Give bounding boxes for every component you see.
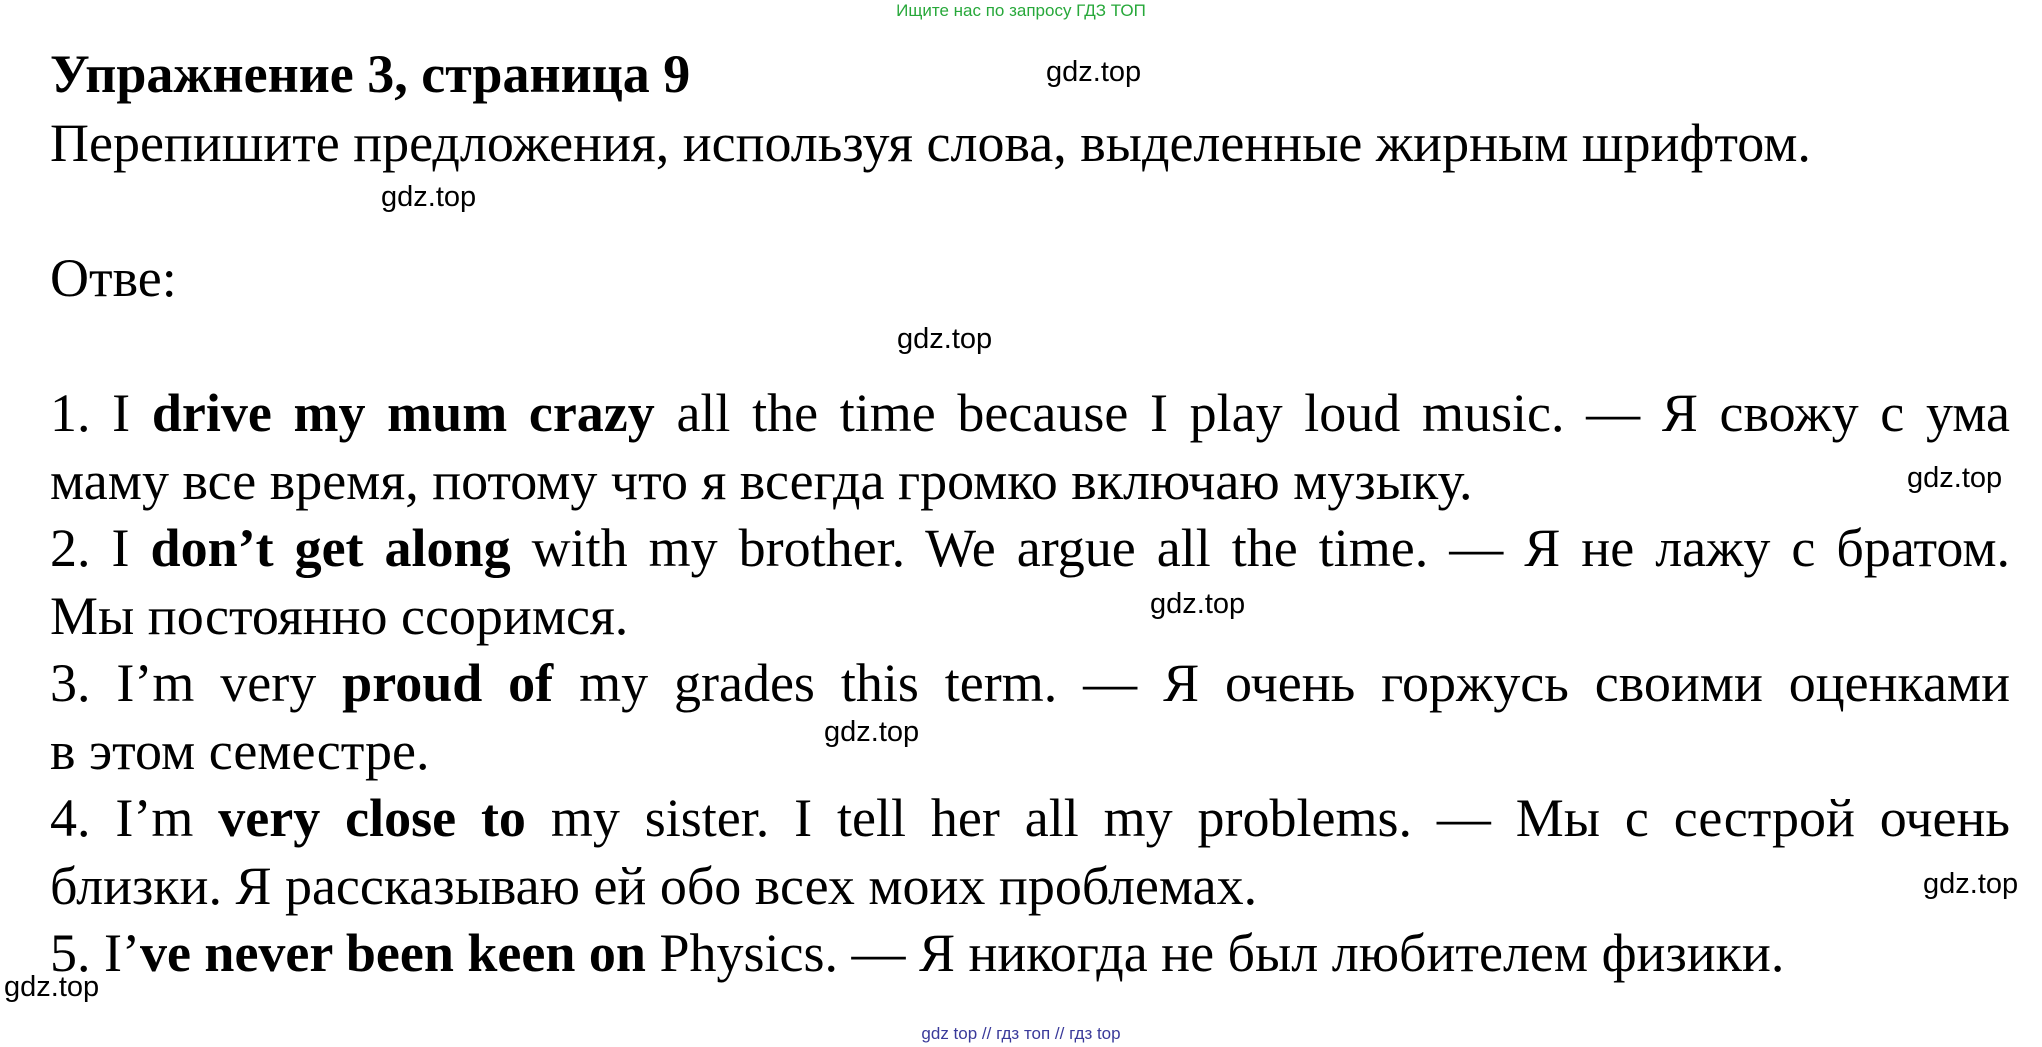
answer-2-line-2: Мы постоянно ссоримся. — [50, 585, 629, 646]
top-banner: Ищите нас по запросу ГДЗ ТОП — [896, 1, 1146, 20]
answer-4-line-2: близки. Я рассказываю ей обо всех моих проблемах. — [50, 855, 1258, 916]
answer-3-line-1: 3. I’m very proud of my grades this term. — Я очень горжусь своими оценками — [50, 653, 2011, 713]
watermark: gdz.top — [1907, 462, 2003, 494]
exercise-title: Упражнение 3, страница 9 — [50, 44, 691, 104]
answer-5-key-phrase: ve never been keen on — [139, 923, 646, 983]
answer-3-line-2: в этом семестре. — [50, 720, 430, 781]
exercise-instruction: Перепишите предложения, используя слова, выделенные жирным шрифтом. — [50, 113, 1811, 173]
answer-list — [50, 380, 2010, 988]
answer-4-key-phrase: very close to — [218, 788, 526, 848]
answer-1-key-phrase: drive my mum crazy — [151, 383, 655, 443]
footer-links: gdz top // гдз топ // гдз top — [921, 1024, 1121, 1043]
answer-5-line-1: 5. I’ve never been keen on Physics. — Я никогда не был любителем физики. — [50, 923, 1785, 983]
answer-1-line-2: маму все время, потому что я всегда громко включаю музыку. — [50, 450, 1473, 511]
answer-2-key-phrase: don’t get along — [150, 518, 511, 578]
answer-label: Отве: — [50, 248, 177, 308]
watermark: gdz.top — [1150, 588, 1246, 620]
answer-1-line-1: 1. I drive my mum crazy all the time because I play loud music. — Я свожу с ума — [50, 383, 2011, 443]
answer-4-line-1: 4. I’m very close to my sister. I tell her all my problems. — Мы с сестрой очень — [50, 788, 2011, 848]
answer-2-line-1: 2. I don’t get along with my brother. We argue all the time. — Я не лажу с братом. — [50, 518, 2010, 578]
answer-3-key-phrase: proud of — [342, 653, 554, 713]
watermark: gdz.top — [4, 971, 100, 1003]
watermark: gdz.top — [1923, 868, 2019, 900]
watermark: gdz.top — [897, 323, 993, 355]
watermark: gdz.top — [1046, 56, 1142, 88]
watermark: gdz.top — [824, 716, 920, 748]
watermark: gdz.top — [381, 181, 477, 213]
